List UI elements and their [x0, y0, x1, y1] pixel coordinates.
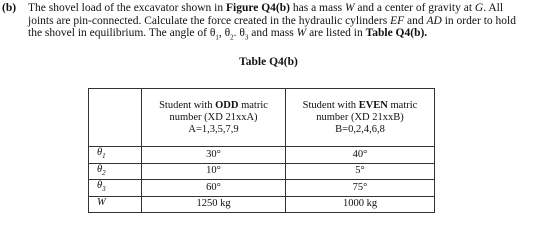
parameter-table: [88, 88, 435, 213]
odd-value: 30°: [142, 147, 286, 164]
row-symbol: $\theta_1$: [89, 147, 142, 164]
table-row: [89, 147, 435, 164]
table-row: [89, 180, 435, 197]
odd-value: 10°: [142, 163, 286, 180]
row-symbol: $\theta_3$: [89, 180, 142, 197]
table-title: Table Q4(b): [239, 56, 298, 68]
row-symbol: W: [89, 196, 142, 213]
row-symbol: $\theta_2$: [89, 163, 142, 180]
even-value: 5°: [286, 163, 435, 180]
header-blank-cell: [89, 89, 142, 147]
table-header-row: [89, 89, 435, 147]
table-row: [89, 196, 435, 213]
question-label: (b): [2, 2, 17, 14]
odd-value: 60°: [142, 180, 286, 197]
figure-reference: Figure Q4(b): [226, 2, 290, 14]
header-even-matric: Student with EVEN matric number (XD 21xxB) B=0,2,4,6,8: [286, 89, 435, 147]
even-value: 40°: [286, 147, 435, 164]
even-value: 1000 kg: [286, 196, 435, 213]
header-odd-matric: Student with ODD matric number (XD 21xxA) A=1,3,5,7,9: [142, 89, 286, 147]
table-reference: Table Q4(b).: [365, 27, 428, 40]
even-value: 75°: [286, 180, 435, 197]
odd-value: 1250 kg: [142, 196, 286, 213]
question-text: The shovel load of the excavator shown in Figure Q4(b) has a mass W and a center of gravity at G. All joints are pin-connected. Calculate the force created in the hydraulic cylinders EF and AD in order to hold the shovel in equilibrium. The angle of $\theta_1$, $\theta_2$. $\theta_3$ and mass W are listed in Table Q4(b).: [28, 2, 516, 42]
table-row: [89, 163, 435, 180]
